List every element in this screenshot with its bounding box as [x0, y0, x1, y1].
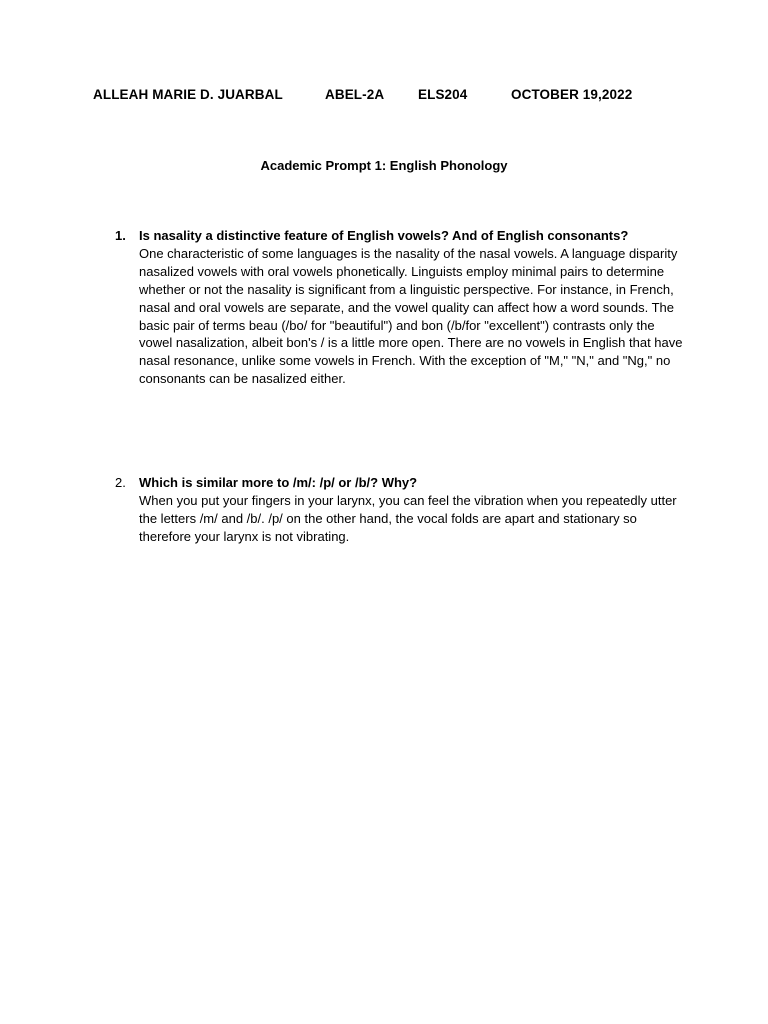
course-code: ELS204 [418, 87, 468, 102]
question-content [139, 474, 685, 546]
student-header [0, 87, 768, 105]
question-content [139, 227, 685, 388]
question-text: Which is similar more to /m/: /p/ or /b/? Why? [139, 475, 418, 490]
answer-text: When you put your fingers in your larynx, you can feel the vibration when you repeatedly utter the letters /m/ and /b/. /p/ on the other hand, the vocal folds are apart and stationary so therefore your larynx is not vibrating. [139, 492, 677, 544]
student-name: ALLEAH MARIE D. JUARBAL [93, 87, 283, 102]
student-section: ABEL-2A [325, 87, 385, 102]
question-number: 2. [115, 475, 126, 490]
submission-date: OCTOBER 19,2022 [511, 87, 633, 102]
question-number: 1. [115, 228, 126, 243]
question-text: Is nasality a distinctive feature of English vowels? And of English consonants? [139, 228, 629, 243]
document-title: Academic Prompt 1: English Phonology [260, 158, 508, 173]
answer-text: One characteristic of some languages is the nasality of the nasal vowels. A language disparity nasalized vowels with oral vowels phonetically. Linguists employ minimal pairs to determine whether or not the nasality is significant from a linguistic perspective. For instance, in French, nasal and oral vowels are separate, and the vowel quality can affect how a word sounds. The basic pair of terms beau (/bo/ for "beautiful") and bon (/b/for "excellent") contrasts only the vowel nasalization, albeit bon's / is a little more open. There are no vowels in English that have nasal resonance, unlike some vowels in French. With the exception of "M," "N," and "Ng," no consonants can be nasalized either. [139, 245, 683, 387]
